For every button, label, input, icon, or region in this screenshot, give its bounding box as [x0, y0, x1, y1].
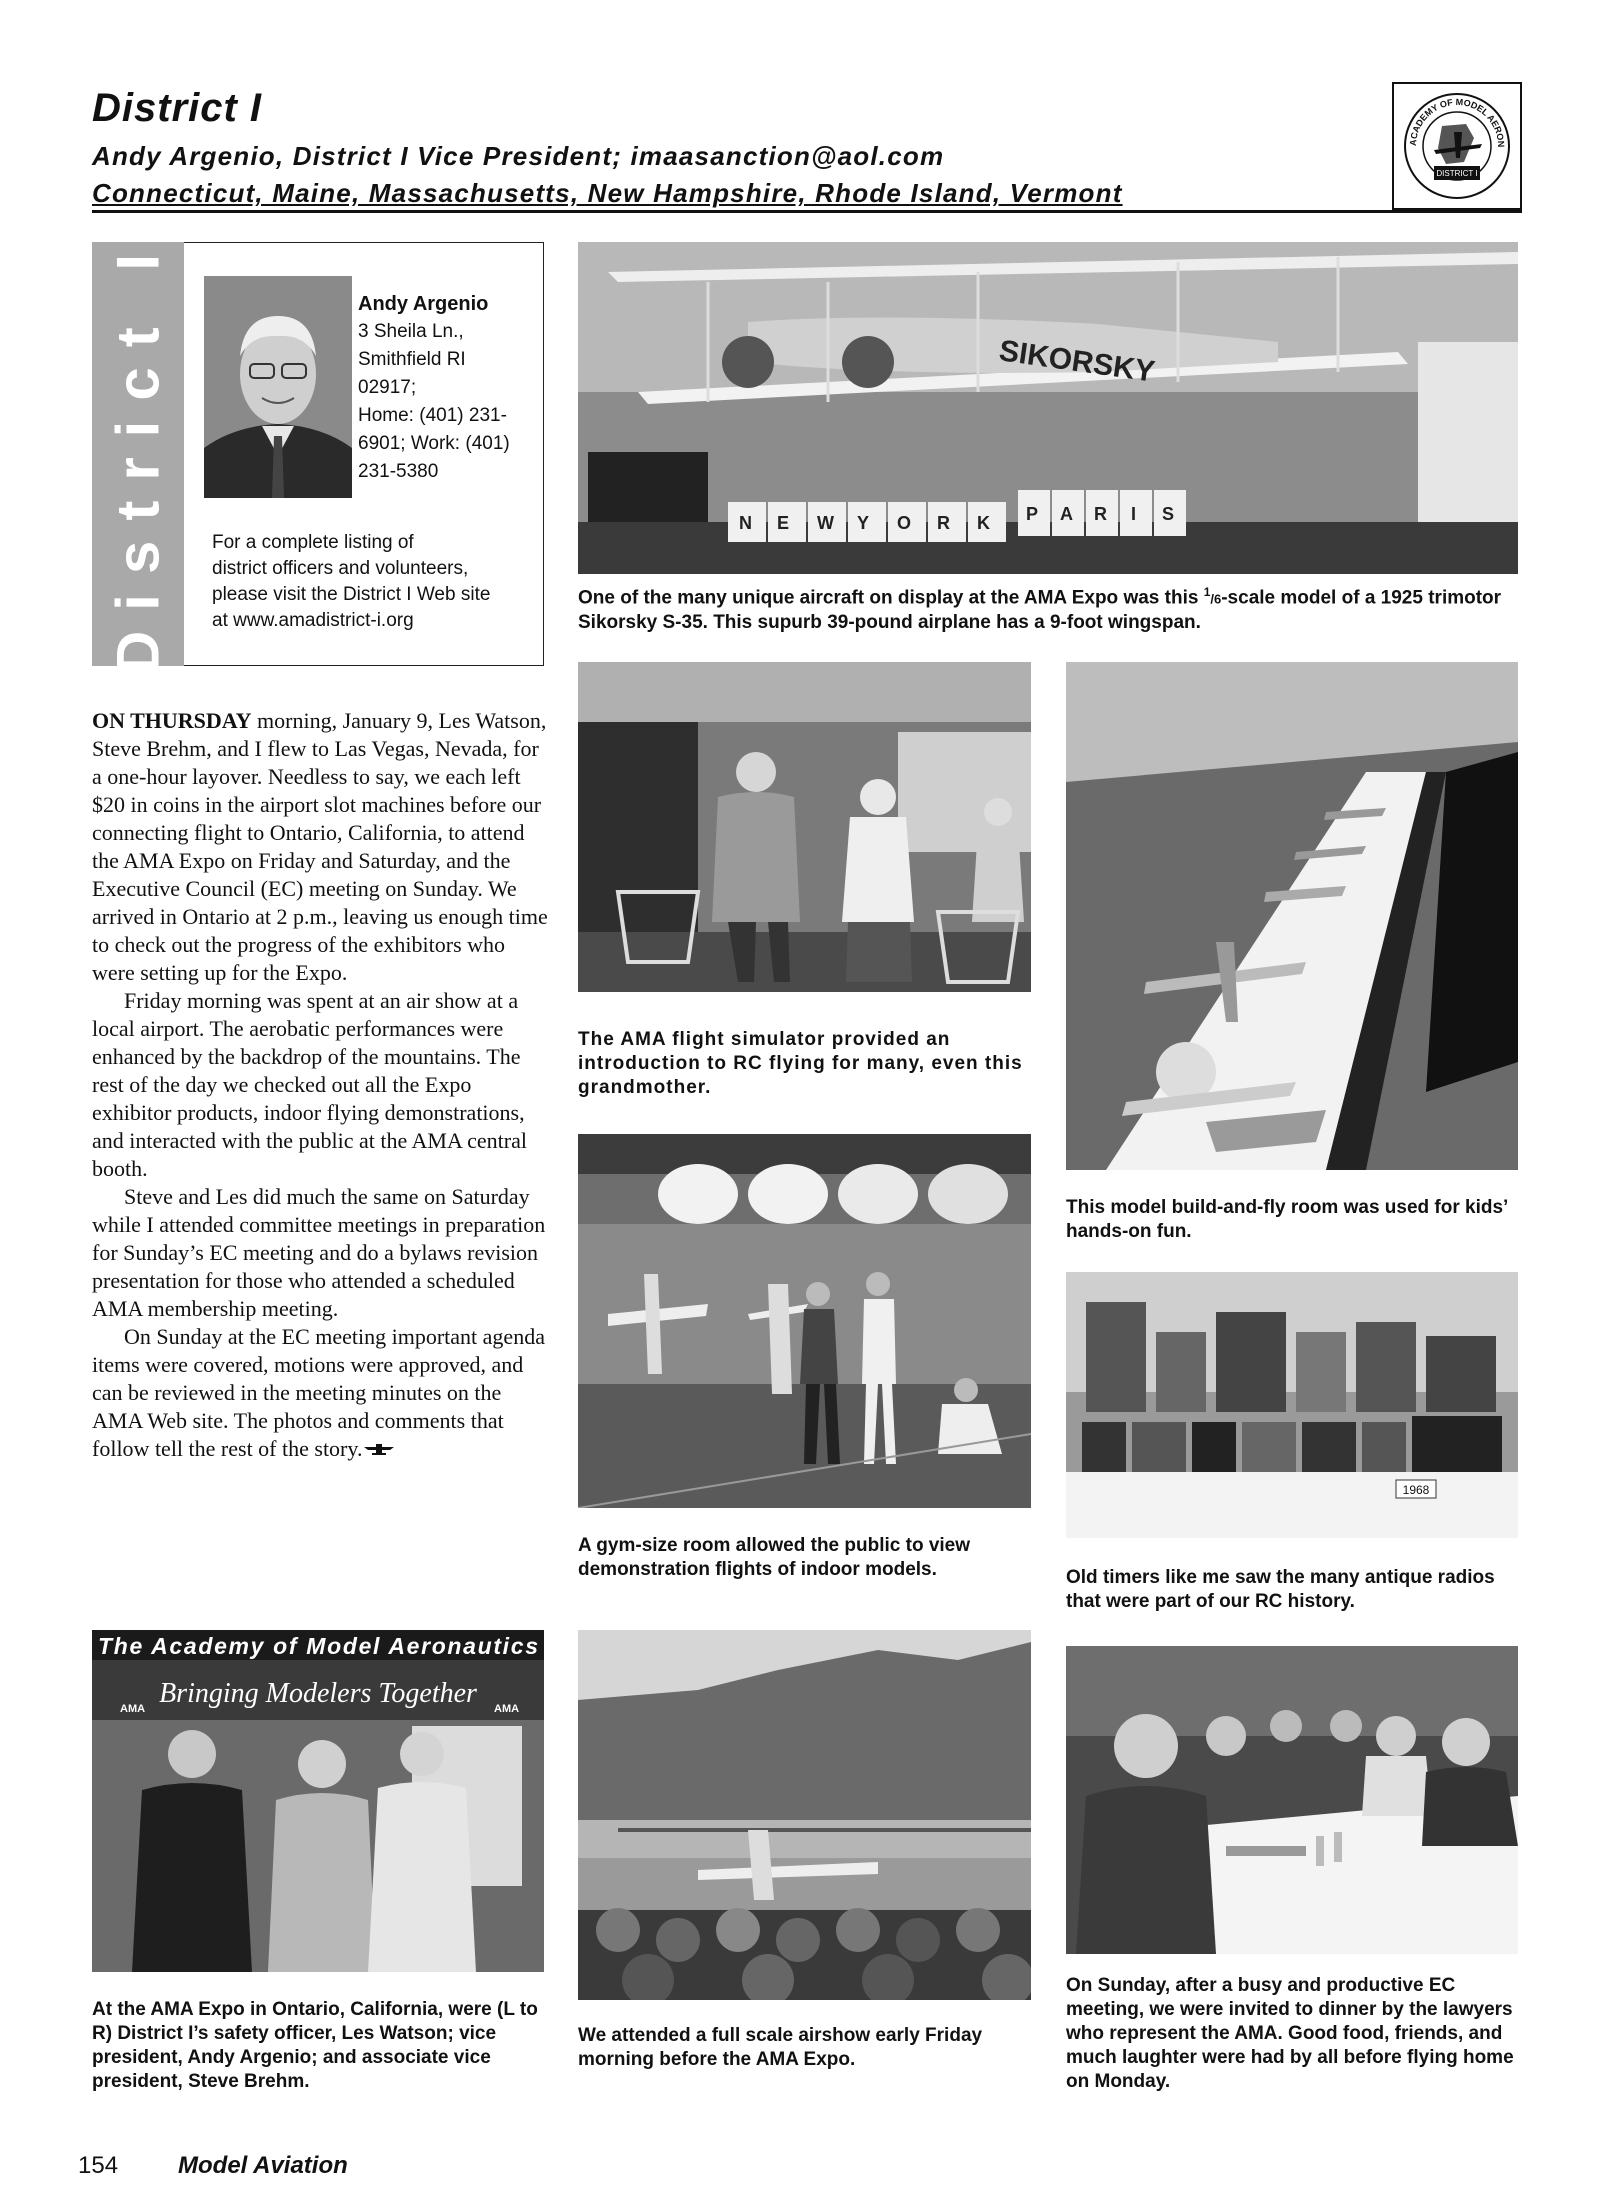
dinner-photo [1066, 1646, 1518, 1954]
note-line: please visit the District I Web site [212, 584, 491, 605]
booth-caption: At the AMA Expo in Ontario, California, were (L to R) District I’s safety officer, Les Watson; vice president, Andy Argenio; and associate vice president, Steve Brehm. [92, 1999, 538, 2092]
magazine-name: Model Aviation [178, 2152, 348, 2179]
luggage-letter: W [817, 513, 834, 533]
header-rule [92, 210, 1522, 213]
luggage-letter: R [1094, 504, 1107, 524]
contact-line: 6901; Work: (401) [358, 433, 510, 454]
luggage-letter: S [1162, 504, 1175, 524]
article-lead: ON THURSDAY [92, 708, 252, 733]
sikorsky-wing-label: SIKORSKY [997, 334, 1157, 389]
booth-ama-badge: AMA [494, 1703, 520, 1715]
ama-district-logo [1392, 82, 1522, 210]
luggage-letter: A [1060, 504, 1073, 524]
sikorsky-photo [578, 242, 1518, 574]
luggage-letter: I [1131, 504, 1137, 524]
luggage-letter: P [1026, 504, 1039, 524]
gym-caption: A gym-size room allowed the public to view demonstration flights of indoor models. [578, 1535, 971, 1580]
website-note [212, 530, 542, 634]
airshow-photo [578, 1630, 1031, 2000]
article-body [92, 707, 552, 1463]
ama-end-mark-icon [362, 1442, 396, 1456]
article-paragraph: On Sunday at the EC meeting important agenda items were covered, motions were approved, and can be reviewed in the meeting minutes on the AMA Web site. The photos and comments that follow tell the rest of the story. [92, 1324, 545, 1461]
simulator-photo [578, 662, 1031, 992]
buildroom-photo [1066, 662, 1518, 1170]
contact-name: Andy Argenio [358, 293, 489, 315]
article-paragraph: Friday morning was spent at an air show at a local airport. The aerobatic performances were enhanced by the backdrop of the mountains. The rest of the day we checked out all the Expo exhibitor products, indoor flying demonstrations, and interacted with the public at the AMA central booth. [92, 988, 527, 1181]
article-paragraph: ON THURSDAY morning, January 9, Les Watson, Steve Brehm, and I flew to Las Vegas, Nevada, for a one-hour layover. Needless to say, we each left $20 in coins in the airport slot machines before our connecting flight to Ontario, California, to attend the AMA Expo on Friday and Saturday, and the Executive Council (EC) meeting on Sunday. We arrived in Ontario at 2 p.m., leaving us enough time to check out the progress of the exhibitors who were setting up for the Expo. [92, 708, 548, 985]
airshow-caption: We attended a full scale airshow early Friday morning before the AMA Expo. [578, 2025, 983, 2070]
contact-line: Home: (401) 231- [358, 405, 507, 426]
dinner-caption: On Sunday, after a busy and productive EC meeting, we were invited to dinner by the lawyers who represent the AMA. Good food, friends, and much laughter were had by all before flying home on Monday. [1066, 1975, 1514, 2092]
page-title: District I [92, 86, 263, 130]
logo-ring-text: ACADEMY OF MODEL AERON [1407, 96, 1507, 148]
booth-ama-badge: AMA [120, 1703, 146, 1715]
radios-photo [1066, 1272, 1518, 1538]
radios-caption: Old timers like me saw the many antique radios that were part of our RC history. [1066, 1567, 1495, 1612]
booth-banner-slogan: Bringing Modelers Together [159, 1678, 477, 1709]
booth-banner-title: The Academy of Model Aeronautics [98, 1633, 538, 1659]
district-tab-label: District I [104, 233, 172, 675]
contact-line: 02917; [358, 377, 417, 398]
page-subtitle: Andy Argenio, District I Vice President; imaasanction@aol.com [92, 141, 945, 171]
article-paragraph: Steve and Les did much the same on Saturday while I attended committee meetings in preparation for Sunday’s EC meeting and do a bylaws revision presentation for those who attended a scheduled AMA membership meeting. [92, 1184, 546, 1321]
luggage-letter: R [937, 513, 950, 533]
buildroom-caption: This model build-and-fly room was used for kids’ hands-on fun. [1066, 1197, 1508, 1242]
contact-line: 3 Sheila Ln., [358, 321, 464, 342]
district-states: Connecticut, Maine, Massachusetts, New Hampshire, Rhode Island, Vermont [92, 178, 1123, 208]
note-line: district officers and volunteers, [212, 558, 469, 579]
andy-argenio-portrait [204, 276, 352, 498]
sikorsky-caption: One of the many unique aircraft on display at the AMA Expo was this $^1$/6-scale model of a 1925 trimotor Sikorsky S-35. This supurb 39-pound airplane has a 9-foot wingspan. [578, 585, 1502, 634]
gym-photo [578, 1134, 1031, 1508]
luggage-letter: K [977, 513, 990, 533]
logo-district-text: DISTRICT I [1436, 169, 1478, 178]
luggage-letter: E [777, 513, 790, 533]
luggage-letter: Y [857, 513, 870, 533]
contact-line: Smithfield RI [358, 349, 466, 370]
radio-year-tag: 1968 [1402, 1483, 1430, 1497]
simulator-caption: The AMA flight simulator provided an introduction to RC flying for many, even this grandmother. [578, 1029, 1023, 1098]
contact-line: 231-5380 [358, 461, 439, 482]
contact-info [358, 290, 538, 486]
note-line: For a complete listing of [212, 532, 414, 553]
note-line: at www.amadistrict-i.org [212, 610, 414, 631]
page-number: 154 [78, 2152, 119, 2179]
luggage-letter: O [897, 513, 912, 533]
luggage-letter: N [739, 513, 752, 533]
booth-photo [92, 1630, 544, 1972]
